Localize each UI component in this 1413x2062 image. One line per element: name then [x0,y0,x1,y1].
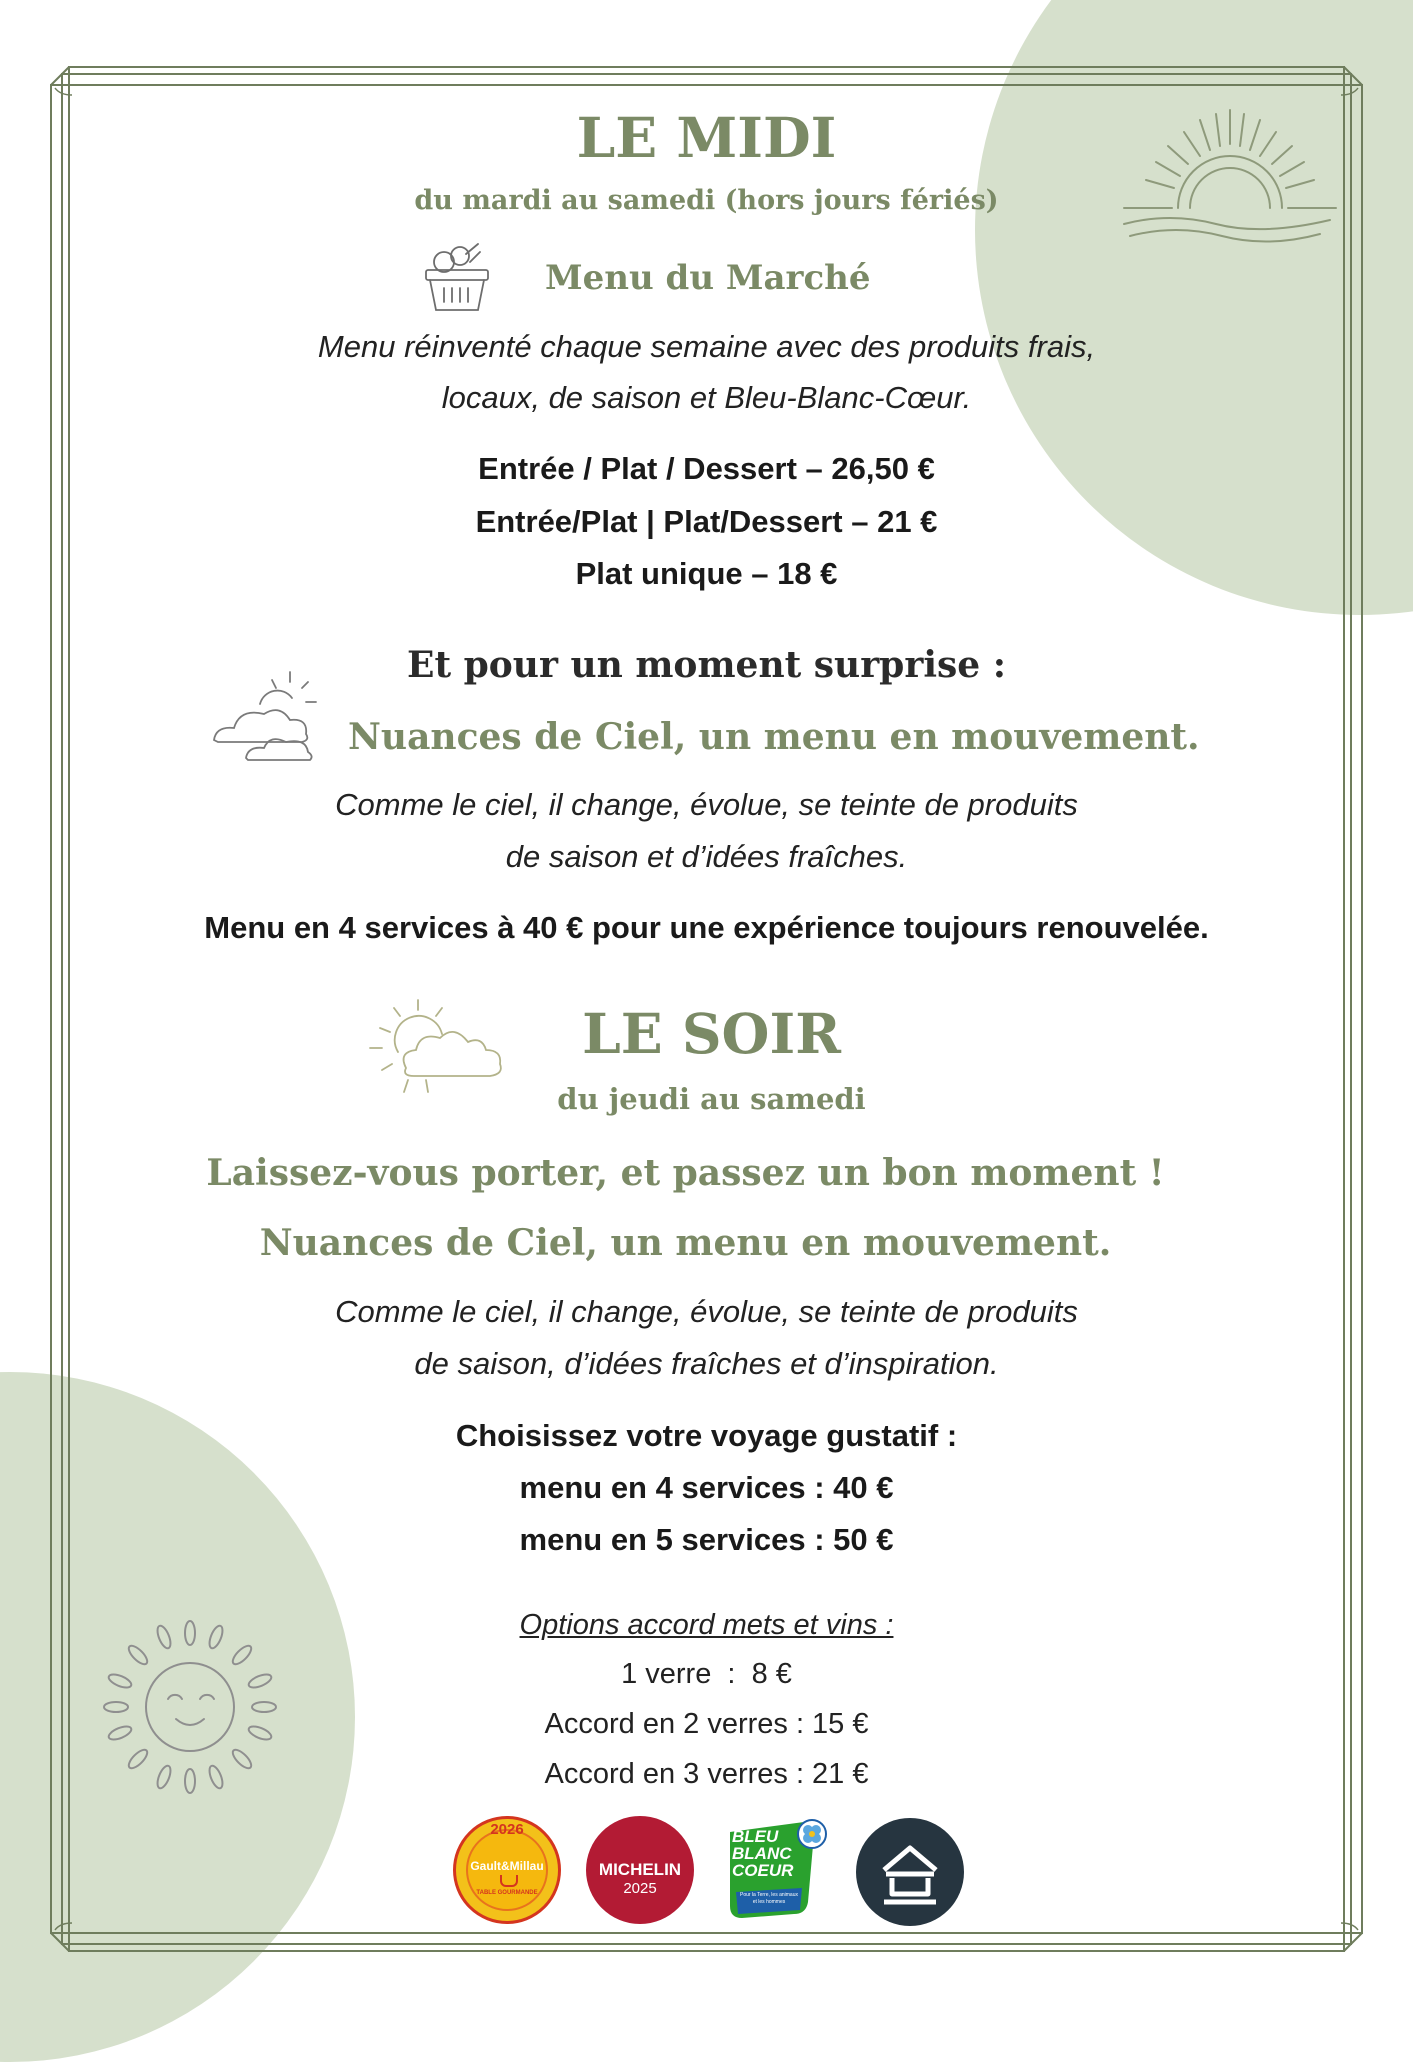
house-logo-icon [856,1818,964,1926]
soir-choice-2: menu en 5 services : 50 € [519,1522,894,1557]
soir-menu-name: Nuances de Ciel, un menu en mouvement. [259,1222,1112,1264]
bbc-tagline1: Pour la Terre, les animaux [740,1892,798,1898]
midi-menu-name: Menu du Marché [545,258,871,298]
michelin-year: 2025 [623,1880,657,1897]
bbc-line2: BLANC [732,1844,792,1863]
gault-millau-sub: TABLE GOURMANDE [476,1890,538,1896]
soir-choice-1: menu en 4 services : 40 € [519,1470,894,1505]
wine-option-1: 1 verre : 8 € [621,1658,792,1690]
michelin-name: MICHELIN [598,1860,682,1879]
soir-desc-line1: Comme le ciel, il change, évolue, se teinte de produits [335,1294,1078,1329]
soir-title: LE SOIR [582,1001,841,1066]
surprise-desc-line2: de saison et d’idées fraîches. [505,839,908,874]
bbc-line1: BLEU [732,1827,779,1846]
surprise-price: Menu en 4 services à 40 € pour une expérience toujours renouvelée. [204,910,1209,945]
soir-tagline: Laissez-vous porter, et passez un bon moment ! [206,1152,1165,1194]
gault-millau-year: 2026 [490,1821,524,1838]
midi-price-2: Entrée/Plat | Plat/Dessert – 21 € [475,504,938,539]
midi-desc-line2: locaux, de saison et Bleu-Blanc-Cœur. [441,380,972,415]
gault-millau-logo [453,1816,561,1924]
midi-desc-line1: Menu réinventé chaque semaine avec des produits frais, [317,329,1096,364]
gault-millau-name: Gault&Millau [470,1859,544,1873]
wine-option-2: Accord en 2 verres : 15 € [544,1708,869,1740]
midi-price-1: Entrée / Plat / Dessert – 26,50 € [478,451,935,486]
wine-option-3: Accord en 3 verres : 21 € [544,1758,869,1790]
market-basket-icon [420,240,495,315]
midi-price-3: Plat unique – 18 € [575,556,838,591]
michelin-logo [586,1816,694,1924]
bbc-tagline2: et les hommes [752,1899,786,1905]
soir-desc-line2: de saison, d’idées fraîches et d’inspiration. [414,1346,999,1381]
bbc-line3: COEUR [732,1861,794,1880]
midi-title: LE MIDI [576,105,837,170]
surprise-desc-line1: Comme le ciel, il change, évolue, se teinte de produits [335,787,1078,822]
midi-days: du mardi au samedi (hors jours fériés) [414,185,999,216]
surprise-menu-name: Nuances de Ciel, un menu en mouvement. [348,716,1200,758]
surprise-heading: Et pour un moment surprise : [407,644,1006,686]
smiling-sun-icon [98,1615,283,1800]
bleu-blanc-coeur-logo [722,1818,836,1922]
sun-behind-cloud-icon [210,668,325,768]
soir-choice-heading: Choisissez votre voyage gustatif : [455,1418,958,1453]
wine-heading: Options accord mets et vins : [519,1609,894,1641]
soir-days: du jeudi au samedi [557,1082,866,1116]
